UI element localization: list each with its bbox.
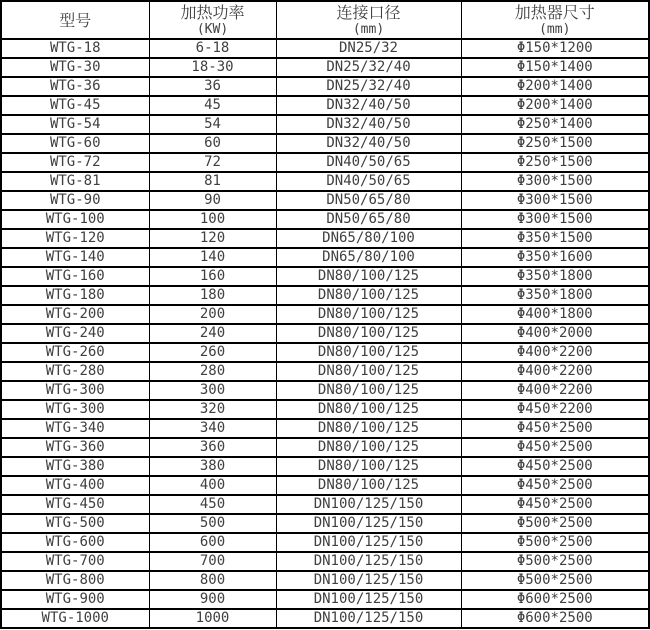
- cell-diameter: DN100/125/150: [276, 533, 461, 552]
- cell-diameter: DN100/125/150: [276, 514, 461, 533]
- cell-model: WTG-180: [1, 286, 149, 305]
- cell-size: Φ600*2500: [461, 609, 649, 628]
- cell-power: 100: [149, 210, 276, 229]
- cell-diameter: DN80/100/125: [276, 381, 461, 400]
- cell-size: Φ300*1500: [461, 172, 649, 191]
- cell-power: 81: [149, 172, 276, 191]
- cell-model: WTG-800: [1, 571, 149, 590]
- cell-size: Φ250*1500: [461, 134, 649, 153]
- cell-model: WTG-45: [1, 96, 149, 115]
- header-model-title: 型号: [59, 10, 92, 30]
- table-row: [1, 514, 649, 533]
- cell-size: Φ350*1500: [461, 229, 649, 248]
- cell-model: WTG-900: [1, 590, 149, 609]
- cell-power: 280: [149, 362, 276, 381]
- cell-power: 320: [149, 400, 276, 419]
- cell-model: WTG-260: [1, 343, 149, 362]
- cell-size: Φ450*2500: [461, 457, 649, 476]
- cell-model: WTG-160: [1, 267, 149, 286]
- header-power: [149, 1, 276, 39]
- cell-power: 400: [149, 476, 276, 495]
- cell-diameter: DN80/100/125: [276, 438, 461, 457]
- cell-size: Φ350*1800: [461, 267, 649, 286]
- cell-model: WTG-30: [1, 58, 149, 77]
- cell-model: WTG-60: [1, 134, 149, 153]
- cell-size: Φ150*1200: [461, 39, 649, 58]
- cell-power: 240: [149, 324, 276, 343]
- cell-size: Φ400*2200: [461, 362, 649, 381]
- cell-model: WTG-500: [1, 514, 149, 533]
- cell-size: Φ450*2500: [461, 476, 649, 495]
- cell-power: 1000: [149, 609, 276, 628]
- cell-model: WTG-1000: [1, 609, 149, 628]
- cell-size: Φ250*1400: [461, 115, 649, 134]
- table-row: [1, 362, 649, 381]
- cell-power: 36: [149, 77, 276, 96]
- cell-power: 18-30: [149, 58, 276, 77]
- cell-size: Φ450*2500: [461, 438, 649, 457]
- cell-power: 700: [149, 552, 276, 571]
- table-row: [1, 305, 649, 324]
- cell-diameter: DN25/32/40: [276, 58, 461, 77]
- cell-diameter: DN80/100/125: [276, 305, 461, 324]
- table-row: [1, 267, 649, 286]
- cell-diameter: DN32/40/50: [276, 115, 461, 134]
- cell-power: 360: [149, 438, 276, 457]
- header-diameter-unit: (mm): [352, 22, 385, 37]
- cell-size: Φ500*2500: [461, 514, 649, 533]
- cell-size: Φ450*2500: [461, 419, 649, 438]
- cell-power: 180: [149, 286, 276, 305]
- table-row: [1, 419, 649, 438]
- header-power-unit: (KW): [196, 22, 229, 37]
- table-row: [1, 153, 649, 172]
- cell-model: WTG-54: [1, 115, 149, 134]
- cell-model: WTG-100: [1, 210, 149, 229]
- cell-diameter: DN100/125/150: [276, 590, 461, 609]
- cell-size: Φ150*1400: [461, 58, 649, 77]
- cell-size: Φ350*1800: [461, 286, 649, 305]
- cell-power: 45: [149, 96, 276, 115]
- header-model: [1, 1, 149, 39]
- table-row: [1, 343, 649, 362]
- header-row: [1, 1, 649, 39]
- cell-model: WTG-240: [1, 324, 149, 343]
- cell-model: WTG-36: [1, 77, 149, 96]
- cell-power: 120: [149, 229, 276, 248]
- cell-diameter: DN80/100/125: [276, 457, 461, 476]
- cell-model: WTG-300: [1, 400, 149, 419]
- cell-model: WTG-300: [1, 381, 149, 400]
- cell-diameter: DN80/100/125: [276, 324, 461, 343]
- table-row: [1, 495, 649, 514]
- cell-model: WTG-600: [1, 533, 149, 552]
- cell-model: WTG-380: [1, 457, 149, 476]
- header-diameter-title: 连接口径: [336, 3, 401, 22]
- cell-size: Φ300*1500: [461, 210, 649, 229]
- cell-power: 260: [149, 343, 276, 362]
- cell-power: 900: [149, 590, 276, 609]
- cell-model: WTG-700: [1, 552, 149, 571]
- table-row: [1, 286, 649, 305]
- cell-model: WTG-18: [1, 39, 149, 58]
- cell-diameter: DN25/32: [276, 39, 461, 58]
- table-row: [1, 39, 649, 58]
- cell-model: WTG-360: [1, 438, 149, 457]
- cell-size: Φ500*2500: [461, 552, 649, 571]
- cell-size: Φ600*2500: [461, 590, 649, 609]
- cell-model: WTG-450: [1, 495, 149, 514]
- cell-diameter: DN80/100/125: [276, 343, 461, 362]
- cell-diameter: DN100/125/150: [276, 552, 461, 571]
- table-row: [1, 210, 649, 229]
- table-row: [1, 571, 649, 590]
- cell-diameter: DN100/125/150: [276, 609, 461, 628]
- table-row: [1, 229, 649, 248]
- cell-diameter: DN25/32/40: [276, 77, 461, 96]
- cell-diameter: DN65/80/100: [276, 229, 461, 248]
- cell-diameter: DN80/100/125: [276, 419, 461, 438]
- cell-size: Φ500*2500: [461, 533, 649, 552]
- cell-diameter: DN50/65/80: [276, 191, 461, 210]
- table-row: [1, 476, 649, 495]
- cell-model: WTG-400: [1, 476, 149, 495]
- cell-power: 54: [149, 115, 276, 134]
- header-diameter: [276, 1, 461, 39]
- cell-model: WTG-81: [1, 172, 149, 191]
- cell-size: Φ400*2200: [461, 343, 649, 362]
- cell-power: 380: [149, 457, 276, 476]
- cell-size: Φ350*1600: [461, 248, 649, 267]
- cell-size: Φ400*2000: [461, 324, 649, 343]
- cell-diameter: DN80/100/125: [276, 400, 461, 419]
- table-row: [1, 381, 649, 400]
- cell-model: WTG-200: [1, 305, 149, 324]
- table-row: [1, 248, 649, 267]
- cell-model: WTG-72: [1, 153, 149, 172]
- table-row: [1, 191, 649, 210]
- table-row: [1, 438, 649, 457]
- table-row: [1, 324, 649, 343]
- table-row: [1, 96, 649, 115]
- cell-diameter: DN80/100/125: [276, 476, 461, 495]
- cell-diameter: DN65/80/100: [276, 248, 461, 267]
- cell-size: Φ450*2500: [461, 495, 649, 514]
- cell-diameter: DN50/65/80: [276, 210, 461, 229]
- cell-model: WTG-140: [1, 248, 149, 267]
- cell-size: Φ400*1800: [461, 305, 649, 324]
- cell-power: 600: [149, 533, 276, 552]
- cell-model: WTG-280: [1, 362, 149, 381]
- cell-power: 340: [149, 419, 276, 438]
- table-row: [1, 400, 649, 419]
- cell-diameter: DN40/50/65: [276, 153, 461, 172]
- cell-power: 800: [149, 571, 276, 590]
- table-row: [1, 58, 649, 77]
- table-row: [1, 590, 649, 609]
- cell-power: 6-18: [149, 39, 276, 58]
- cell-size: Φ400*2200: [461, 381, 649, 400]
- table-row: [1, 552, 649, 571]
- table-row: [1, 115, 649, 134]
- cell-diameter: DN80/100/125: [276, 267, 461, 286]
- cell-power: 300: [149, 381, 276, 400]
- cell-diameter: DN100/125/150: [276, 495, 461, 514]
- header-power-title: 加热功率: [180, 3, 245, 22]
- cell-diameter: DN100/125/150: [276, 571, 461, 590]
- cell-power: 140: [149, 248, 276, 267]
- table-body: [1, 39, 649, 628]
- table-row: [1, 457, 649, 476]
- cell-power: 500: [149, 514, 276, 533]
- cell-size: Φ300*1500: [461, 191, 649, 210]
- cell-power: 200: [149, 305, 276, 324]
- cell-diameter: DN80/100/125: [276, 362, 461, 381]
- cell-size: Φ500*2500: [461, 571, 649, 590]
- cell-diameter: DN32/40/50: [276, 96, 461, 115]
- cell-diameter: DN32/40/50: [276, 134, 461, 153]
- table-row: [1, 77, 649, 96]
- cell-power: 90: [149, 191, 276, 210]
- table-row: [1, 609, 649, 628]
- cell-size: Φ200*1400: [461, 77, 649, 96]
- cell-power: 160: [149, 267, 276, 286]
- table-row: [1, 172, 649, 191]
- cell-diameter: DN40/50/65: [276, 172, 461, 191]
- cell-model: WTG-120: [1, 229, 149, 248]
- cell-model: WTG-90: [1, 191, 149, 210]
- cell-power: 72: [149, 153, 276, 172]
- table-row: [1, 533, 649, 552]
- cell-diameter: DN80/100/125: [276, 286, 461, 305]
- cell-size: Φ200*1400: [461, 96, 649, 115]
- table-row: [1, 134, 649, 153]
- cell-model: WTG-340: [1, 419, 149, 438]
- cell-size: Φ250*1500: [461, 153, 649, 172]
- header-size-unit: (mm): [539, 22, 571, 37]
- header-size-title: 加热器尺寸: [514, 3, 595, 22]
- cell-power: 60: [149, 134, 276, 153]
- table-header: [1, 1, 649, 39]
- cell-size: Φ450*2200: [461, 400, 649, 419]
- cell-power: 450: [149, 495, 276, 514]
- header-size: [461, 1, 649, 39]
